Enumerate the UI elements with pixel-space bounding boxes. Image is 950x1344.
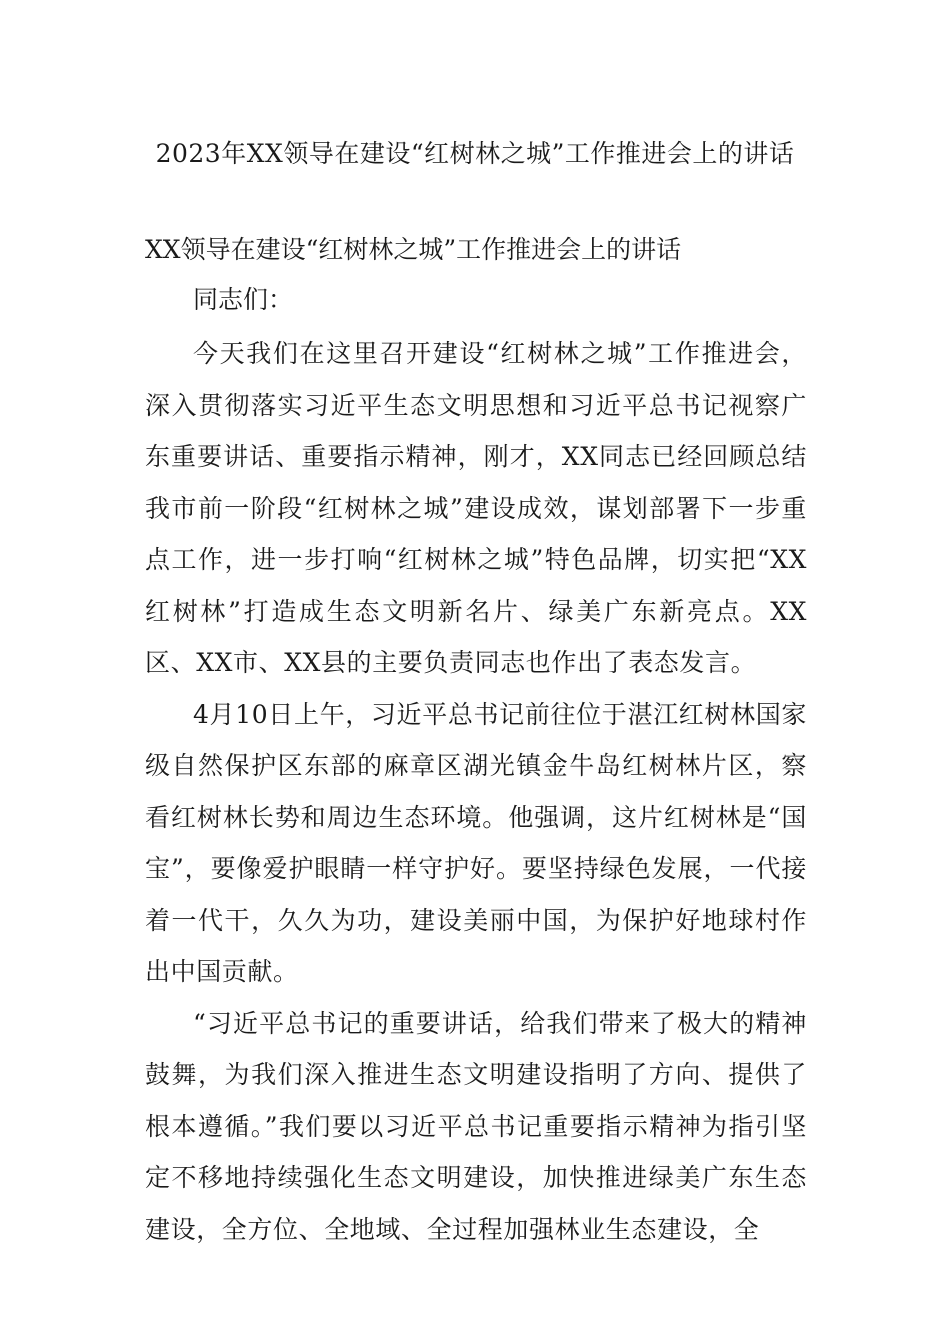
paragraph-3: “习近平总书记的重要讲话，给我们带来了极大的精神鼓舞，为我们深入推进生态文明建设指明了方向、提供了根本遵循。”我们要以习近平总书记重要指示精神为指引坚定不移地持续强化生态文明建设，加快推进绿美广东生态建设，全方位、全地域、全过程加强林业生态建设，全 xyxy=(145,1008,807,1244)
document-title: 2023年XX领导在建设“红树林之城”工作推进会上的讲话 xyxy=(155,139,795,168)
paragraph-1: 今天我们在这里召开建设“红树林之城”工作推进会，深入贯彻落实习近平生态文明思想和习近平总书记视察广东重要讲话、重要指示精神，刚才，XX同志已经回顾总结我市前一阶段“红树林之城”建设成效，谋划部署下一步重点工作，进一步打响“红树林之城”特色品牌，切实把“XX红树林”打造成生态文明新名片、绿美广东新亮点。XX区、XX市、XX县的主要负责同志也作出了表态发言。 xyxy=(145,339,807,677)
document-subtitle: XX领导在建设“红树林之城”工作推进会上的讲话 xyxy=(145,235,682,264)
greeting: 同志们： xyxy=(193,285,294,314)
paragraph-2: 4月10日上午，习近平总书记前往位于湛江红树林国家级自然保护区东部的麻章区湖光镇金牛岛红树林片区，察看红树林长势和周边生态环境。他强调，这片红树林是“国宝”，要像爱护眼睛一样守护好。要坚持绿色发展，一代接着一代干，久久为功，建设美丽中国，为保护好地球村作出中国贡献。 xyxy=(145,699,807,986)
document-body xyxy=(145,328,807,1255)
